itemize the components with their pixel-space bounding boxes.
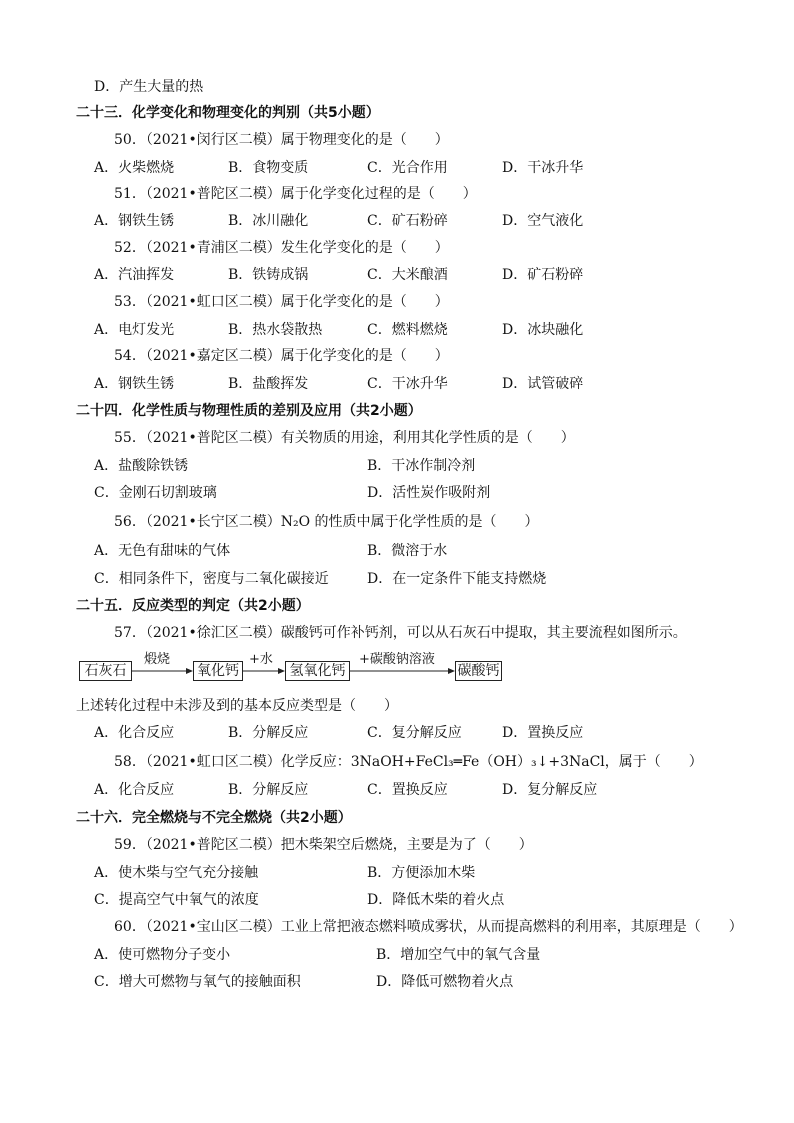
q57-stem: 57．（2021•徐汇区二模）碳酸钙可作补钙剂，可以从石灰石中提取，其主要流程如图所示。	[114, 625, 687, 641]
q50-option-a: A．火柴燃烧	[94, 160, 175, 176]
q51-option-b: B．冰川融化	[228, 213, 309, 229]
flow-arrows	[0, 660, 520, 682]
q50-option-d: D．干冰升华	[502, 160, 584, 176]
q60-option-a: A．使可燃物分子变小	[94, 947, 231, 963]
q55-stem: 55．（2021•普陀区二模）有关物质的用途，利用其化学性质的是（ ）	[114, 430, 575, 446]
q52-stem: 52．（2021•青浦区二模）发生化学变化的是（ ）	[114, 240, 449, 256]
q55-option-a: A．盐酸除铁锈	[94, 458, 189, 474]
flow-step-calcine-label: 煅烧	[144, 652, 171, 667]
q52-option-d: D．矿石粉碎	[502, 267, 584, 283]
q59-option-c: C．提高空气中氧气的浓度	[94, 892, 259, 908]
flow-arrow-1	[132, 668, 193, 674]
q53-option-d: D．冰块融化	[502, 322, 584, 338]
q57-follow-up: 上述转化过程中未涉及到的基本反应类型是（ ）	[76, 698, 398, 714]
flow-step-add-sodium-carbonate-label: +碳酸钠溶液	[359, 652, 435, 667]
section-title-23: 二十三．化学变化和物理变化的判别（共5小题）	[76, 105, 380, 121]
flow-arrow-2	[243, 668, 285, 674]
flow-node-calcium-oxide: 氧化钙	[193, 661, 243, 681]
q54-option-b: B．盐酸挥发	[228, 376, 309, 392]
q55-option-c: C．金刚石切割玻璃	[94, 485, 217, 501]
q51-option-c: C．矿石粉碎	[367, 213, 448, 229]
flow-step-add-water-label: +水	[249, 652, 273, 667]
q50-option-c: C．光合作用	[367, 160, 448, 176]
q59-option-b: B．方便添加木柴	[367, 865, 476, 881]
q57-option-a: A．化合反应	[94, 725, 175, 741]
q53-stem: 53．（2021•虹口区二模）属于化学变化的是（ ）	[114, 294, 449, 310]
flow-arrow-3	[350, 668, 455, 674]
q59-stem: 59．（2021•普陀区二模）把木柴架空后燃烧，主要是为了（ ）	[114, 837, 533, 853]
q54-stem: 54．（2021•嘉定区二模）属于化学变化的是（ ）	[114, 348, 449, 364]
q58-option-c: C．置换反应	[367, 782, 448, 798]
q57-option-d: D．置换反应	[502, 725, 584, 741]
q55-option-b: B．干冰作制冷剂	[367, 458, 476, 474]
q54-option-a: A．钢铁生锈	[94, 376, 175, 392]
q50-stem: 50．（2021•闵行区二模）属于物理变化的是（ ）	[114, 132, 449, 148]
q57-option-b: B．分解反应	[228, 725, 309, 741]
q56-option-d: D．在一定条件下能支持燃烧	[367, 571, 547, 587]
q59-option-a: A．使木柴与空气充分接触	[94, 865, 259, 881]
q58-option-a: A．化合反应	[94, 782, 175, 798]
section-title-26: 二十六．完全燃烧与不完全燃烧（共2小题）	[76, 810, 352, 826]
flow-node-calcium-hydroxide: 氢氧化钙	[285, 661, 350, 681]
q56-option-a: A．无色有甜味的气体	[94, 543, 231, 559]
q53-option-b: B．热水袋散热	[228, 322, 323, 338]
carry-over-option-d: D．产生大量的热	[94, 79, 204, 95]
q58-option-d: D．复分解反应	[502, 782, 598, 798]
q51-option-a: A．钢铁生锈	[94, 213, 175, 229]
q53-option-a: A．电灯发光	[94, 322, 175, 338]
q56-option-c: C．相同条件下，密度与二氧化碳接近	[94, 571, 329, 587]
q54-option-c: C．干冰升华	[367, 376, 448, 392]
q60-option-c: C．增大可燃物与氧气的接触面积	[94, 974, 301, 990]
q52-option-c: C．大米酿酒	[367, 267, 448, 283]
q50-option-b: B．食物变质	[228, 160, 309, 176]
flow-node-limestone: 石灰石	[79, 661, 132, 681]
q60-stem: 60．（2021•宝山区二模）工业上常把液态燃料喷成雾状，从而提高燃料的利用率，其原理是（ ）	[114, 919, 743, 935]
q58-stem: 58．（2021•虹口区二模）化学反应：3NaOH+FeCl₃═Fe（OH）₃↓+3NaCl，属于（ ）	[114, 754, 703, 770]
q56-option-b: B．微溶于水	[367, 543, 448, 559]
q51-option-d: D．空气液化	[502, 213, 584, 229]
q51-stem: 51．（2021•普陀区二模）属于化学变化过程的是（ ）	[114, 186, 477, 202]
q53-option-c: C．燃料燃烧	[367, 322, 448, 338]
flow-node-calcium-carbonate: 碳酸钙	[455, 661, 502, 681]
q57-option-c: C．复分解反应	[367, 725, 462, 741]
q54-option-d: D．试管破碎	[502, 376, 584, 392]
q52-option-b: B．铁铸成锅	[228, 267, 309, 283]
q52-option-a: A．汽油挥发	[94, 267, 175, 283]
section-title-25: 二十五．反应类型的判定（共2小题）	[76, 598, 310, 614]
q59-option-d: D．降低木柴的着火点	[367, 892, 505, 908]
q56-stem: 56．（2021•长宁区二模）N₂O 的性质中属于化学性质的是（ ）	[114, 514, 539, 530]
q60-option-d: D．降低可燃物着火点	[376, 974, 514, 990]
q55-option-d: D．活性炭作吸附剂	[367, 485, 491, 501]
q60-option-b: B．增加空气中的氧气含量	[376, 947, 541, 963]
q58-option-b: B．分解反应	[228, 782, 309, 798]
section-title-24: 二十四．化学性质与物理性质的差别及应用（共2小题）	[76, 403, 422, 419]
